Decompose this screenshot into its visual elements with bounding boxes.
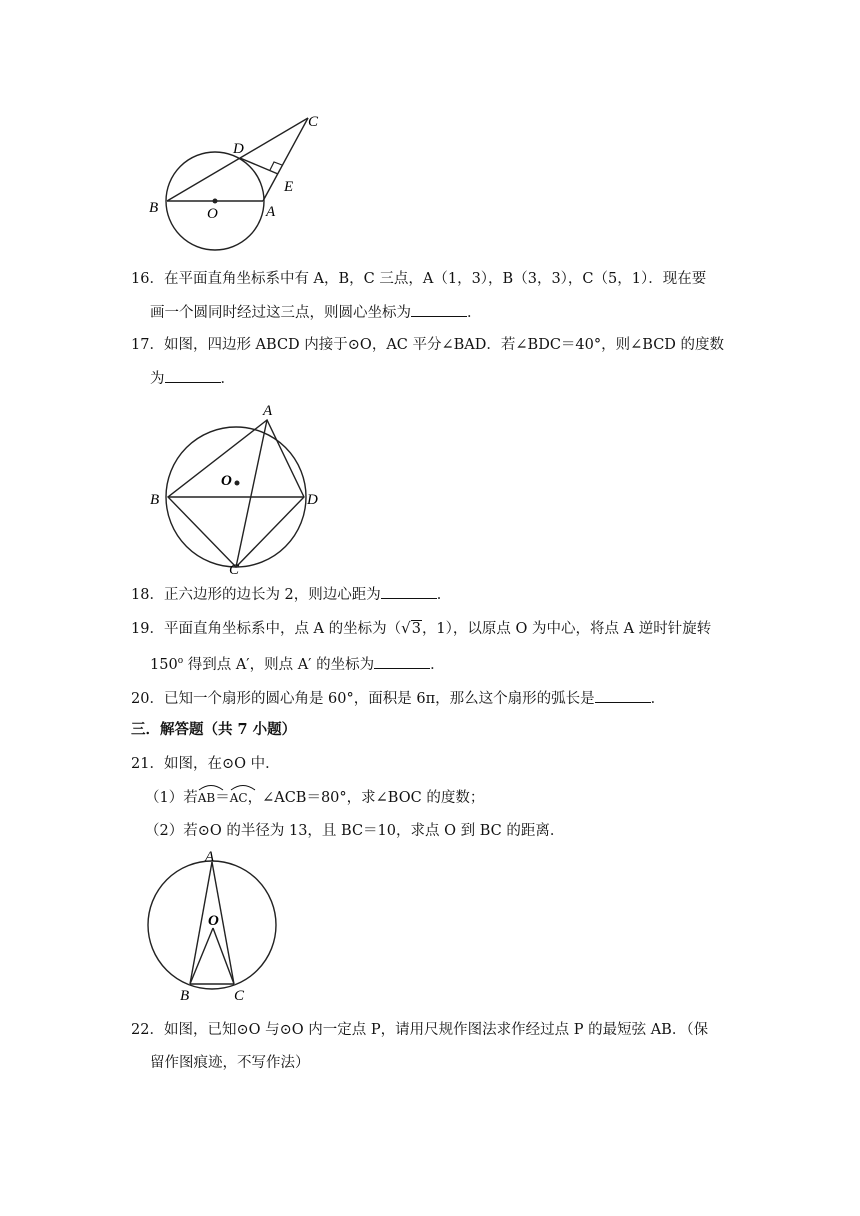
q17-text: 为 [150, 371, 165, 387]
figure-q17 [145, 400, 330, 575]
q21-part1 [145, 788, 484, 808]
arc-ab [198, 788, 215, 808]
q16-end: ． [467, 305, 482, 321]
answer-blank-q20 [595, 688, 651, 703]
q19-line2 [150, 651, 445, 675]
arc-ac [230, 788, 248, 808]
section-heading: 三．解答题（共 7 小题） [131, 721, 297, 738]
degree-superscript: o [177, 656, 184, 666]
q17-line1: 17．如图，四边形 ABCD 内接于⊙O，AC 平分∠BAD．若∠BDC＝40°，则∠BCD 的度数 [131, 337, 725, 353]
sqrt-argument: 3 [411, 621, 421, 637]
label-a: A [266, 204, 276, 220]
label-a: A [205, 849, 215, 865]
arc-mark-icon [198, 783, 224, 791]
figure-q15 [140, 108, 330, 253]
q21-part1-post: ，∠ACB＝80°，求∠BOC 的度数； [247, 790, 485, 806]
q21-stem: 21．如图，在⊙O 中． [131, 756, 280, 772]
q21-eq: ＝ [215, 790, 230, 806]
q16-line2 [150, 302, 482, 323]
arc-ab-label: AB [197, 791, 216, 805]
q17-end: ． [220, 371, 235, 387]
label-o: O [207, 206, 218, 222]
figure-q21 [140, 848, 280, 1008]
label-b: B [149, 200, 159, 216]
q18-line [131, 584, 451, 605]
arc-ac-label: AC [229, 791, 248, 805]
segment-ob [190, 928, 213, 984]
q19-line1 [131, 618, 711, 639]
q16-text: 画一个圆同时经过这三点，则圆心坐标为 [150, 305, 411, 321]
q19-end: ． [430, 656, 445, 673]
q18-text: 18．正六边形的边长为 2，则边心距为 [131, 587, 381, 603]
answer-blank-q18 [381, 584, 437, 599]
label-o: O [221, 473, 232, 489]
q20-text: 20．已知一个扇形的圆心角是 60°，面积是 6π，那么这个扇形的弧长是 [131, 691, 595, 707]
answer-blank-q17 [165, 368, 221, 383]
q16-line1: 16．在平面直角坐标系中有 A，B，C 三点，A（1，3），B（3，3），C（5，1）．现在要 [131, 271, 707, 287]
q22-line2: 留作图痕迹，不写作法） [150, 1055, 310, 1071]
label-c: C [229, 562, 240, 575]
sqrt-symbol: √ [401, 619, 411, 637]
q21-part2: （2）若⊙O 的半径为 13，且 BC＝10，求点 O 到 BC 的距离． [145, 823, 565, 839]
q20-line [131, 688, 665, 709]
quadrilateral-abcd [168, 420, 304, 567]
q19-text-c: 得到点 A′，则点 A′ 的坐标为 [183, 656, 375, 673]
label-a: A [263, 403, 273, 419]
q17-line2 [150, 368, 235, 389]
label-b: B [150, 492, 160, 508]
label-e: E [284, 179, 294, 195]
q19-angle: 150 [150, 656, 178, 673]
segment-oc [213, 928, 234, 984]
q18-end: ． [436, 587, 452, 603]
center-point [213, 199, 218, 204]
label-d: D [307, 492, 318, 508]
q20-end: ． [650, 691, 666, 707]
arc-mark-icon [230, 783, 256, 791]
q19-text-b: ，1），以原点 O 为中心，将点 A 逆时针旋转 [421, 621, 712, 637]
label-c: C [308, 114, 319, 130]
answer-blank-q16 [411, 302, 467, 317]
q22-line1: 22．如图，已知⊙O 与⊙O 内一定点 P，请用尺规作图法求作经过点 P 的最短弦 AB．（保 [131, 1022, 709, 1038]
label-c: C [234, 988, 245, 1004]
label-o: O [208, 913, 219, 929]
q19-text-a: 19．平面直角坐标系中，点 A 的坐标为（ [131, 621, 402, 637]
center-point [235, 481, 240, 486]
q21-part1-pre: （1）若 [145, 790, 198, 806]
diagonal-ac [236, 420, 267, 567]
answer-blank-q19 [374, 654, 430, 669]
label-d: D [233, 141, 244, 157]
label-b: B [180, 988, 190, 1004]
